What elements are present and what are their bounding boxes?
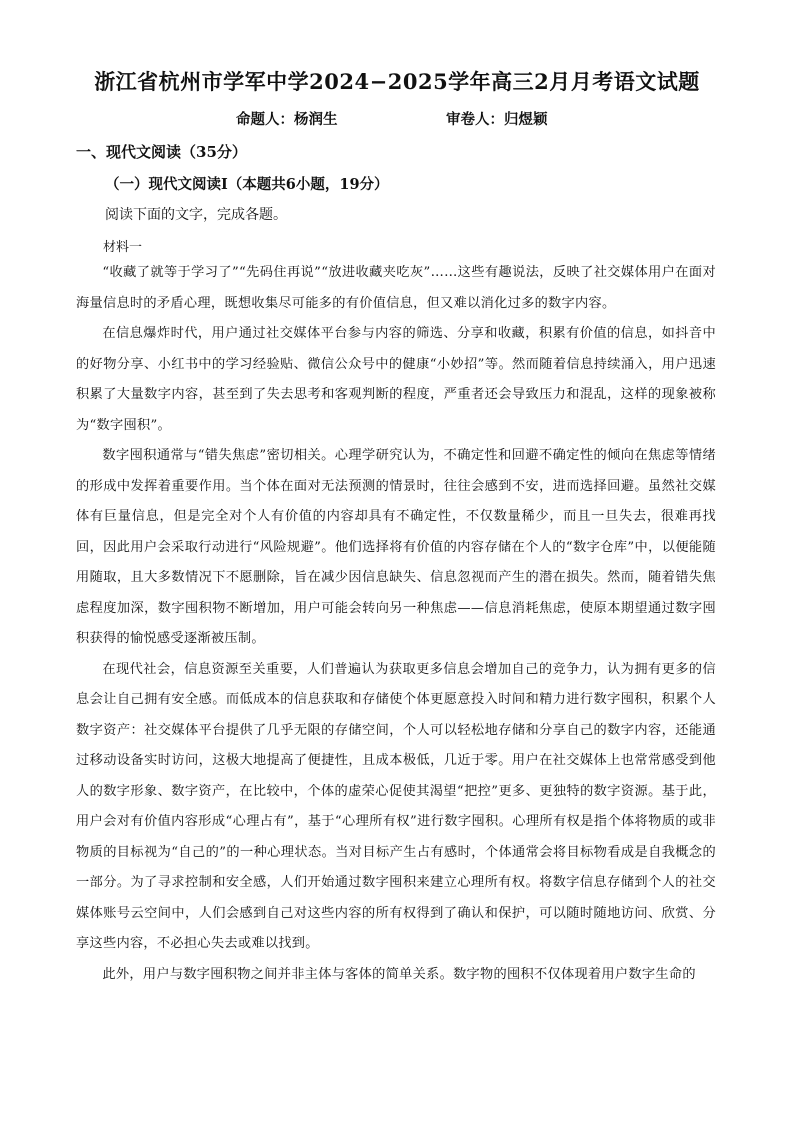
reading-instruction: 阅读下面的文字，完成各题。 (105, 207, 287, 223)
paragraph: 数字囤积通常与“错失焦虑”密切相关。心理学研究认为，不确定性和回避不确定性的倾向在焦虑等情绪的形成中发挥着重要作用。当个体在面对无法预测的情景时，往往会感到不安，进而选择回避。虽然社交媒体有巨量信息，但是完全对个人有价值的内容却具有不确定性，不仅数量稀少，而且一旦失去，很难再找回，因此用户会采取行动进行“风险规避”。他们选择将有价值的内容存储在个人的“数字仓库”中，以便能随用随取，且大多数情况下不愿删除，旨在减少因信息缺失、信息忽视而产生的潜在损失。然而，随着错失焦虑程度加深，数字囤积物不断增加，用户可能会转向另一种焦虑——信息消耗焦虑，使原本期望通过数字囤积获得的愉悦感受逐渐被压制。 (76, 448, 716, 646)
page-title: 浙江省杭州市学军中学2024−2025学年高三2月月考语文试题 (94, 69, 700, 94)
paragraph: “收藏了就等于学习了”“先码住再说”“放进收藏夹吃灰”……这些有趣说法，反映了社交媒体用户在面对海量信息时的矛盾心理，既想收集尽可能多的有价值信息，但又难以消化过多的数字内容。 (76, 265, 716, 311)
passage-body (76, 258, 716, 990)
subsection-heading: （一）现代文阅读Ⅰ（本题共6小题，19分） (105, 176, 389, 193)
section-heading: 一、现代文阅读（35分） (76, 143, 247, 161)
paragraph: 在现代社会，信息资源至关重要，人们普遍认为获取更多信息会增加自己的竞争力，认为拥有更多的信息会让自己拥有安全感。而低成本的信息获取和存储使个体更愿意投入时间和精力进行数字囤积，积累个人数字资产：社交媒体平台提供了几乎无限的存储空间，个人可以轻松地存储和分享自己的数字内容，还能通过移动设备实时访问，这极大地提高了便捷性，且成本极低，几近于零。用户在社交媒体上也常常感受到他人的数字形象、数字资产，在比较中，个体的虚荣心促使其渴望“把控”更多、更独特的数字资源。基于此，用户会对有价值内容形成“心理占有”，基于“心理所有权”进行数字囤积。心理所有权是指个体将物质的或非物质的目标视为“自己的”的一种心理状态。当对目标产生占有感时，个体通常会将目标物看成是自我概念的一部分。为了寻求控制和安全感，人们开始通过数字囤积来建立心理所有权。将数字信息存储到个人的社交媒体账号云空间中，人们会感到自己对这些内容的所有权得到了确认和保护，可以随时随地访问、欣赏、分享这些内容，不必担心失去或难以找到。 (76, 661, 716, 951)
paragraph: 此外，用户与数字囤积物之间并非主体与客体的简单关系。数字物的囤积不仅体现着用户数字生命的 (102, 966, 696, 982)
paragraph: 在信息爆炸时代，用户通过社交媒体平台参与内容的筛选、分享和收藏，积累有价值的信息，如抖音中的好物分享、小红书中的学习经验贴、微信公众号中的健康“小妙招”等。然而随着信息持续涌入，用户迅速积累了大量数字内容，甚至到了失去思考和客观判断的程度，严重者还会导致压力和混乱，这样的现象被称为“数字囤积”。 (76, 326, 716, 433)
reviewer-credit: 审卷人：归煜颖 (446, 111, 548, 128)
material-label: 材料一 (103, 240, 143, 255)
author-credit: 命题人：杨润生 (236, 111, 338, 128)
